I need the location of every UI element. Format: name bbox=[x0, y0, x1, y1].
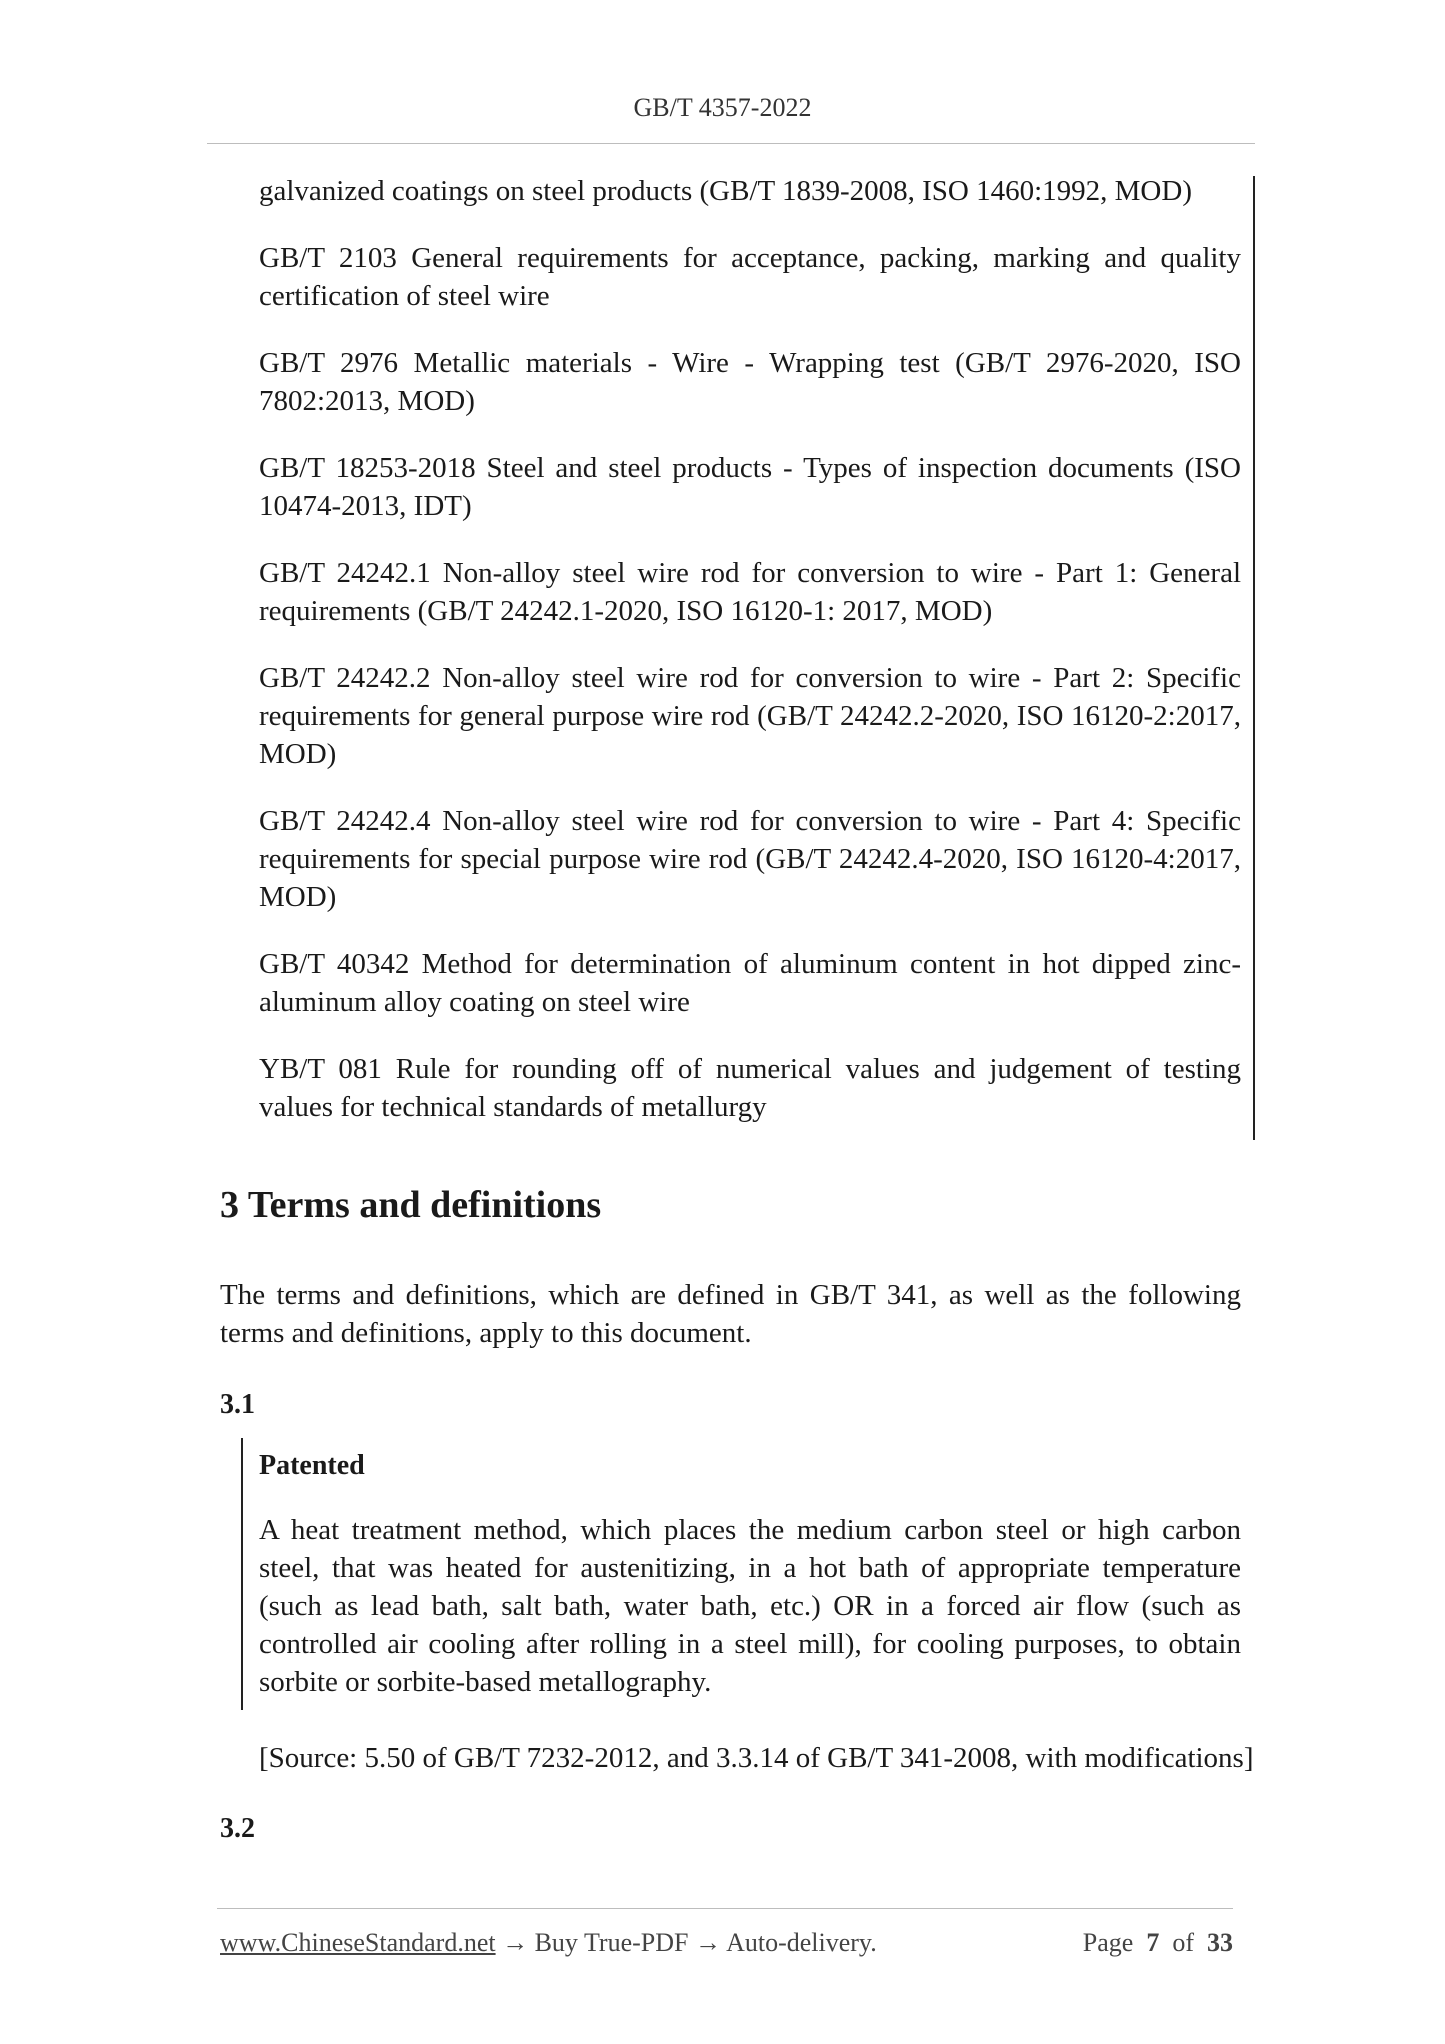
change-bar-term bbox=[241, 1438, 243, 1710]
header-divider bbox=[207, 143, 1255, 144]
reference-item: GB/T 24242.2 Non-alloy steel wire rod for conversion to wire - Part 2: Specific requirements for general purpose wire rod (GB/T 24242.2-2020, ISO 16120-2:2017, MOD) bbox=[259, 662, 1241, 770]
page-label: Page bbox=[1082, 1928, 1134, 1957]
footer-divider bbox=[217, 1908, 1233, 1909]
arrow-right-icon: → bbox=[695, 1928, 721, 1957]
change-bar-references bbox=[1253, 176, 1255, 1140]
term-name: Patented bbox=[259, 1450, 365, 1481]
term-definition: A heat treatment method, which places the medium carbon steel or high carbon steel, that was heated for austenitizing, in a hot bath of appropriate temperature (such as lead bath, salt bath, water bath, etc.) OR in a forced air flow (such as controlled air cooling after rolling in a steel mill), for cooling purposes, to obtain sorbite or sorbite-based metallography. bbox=[259, 1514, 1241, 1698]
reference-item: GB/T 40342 Method for determination of aluminum content in hot dipped zinc-aluminum alloy coating on steel wire bbox=[259, 948, 1241, 1018]
auto-delivery-text: Auto-delivery. bbox=[726, 1928, 877, 1957]
page-of-label: of bbox=[1172, 1928, 1194, 1957]
term-number: 3.2 bbox=[220, 1813, 255, 1844]
term-number: 3.1 bbox=[220, 1389, 255, 1420]
page-current: 7 bbox=[1146, 1928, 1160, 1957]
term-source: [Source: 5.50 of GB/T 7232-2012, and 3.3.14 of GB/T 341-2008, with modifications] bbox=[259, 1742, 1254, 1774]
reference-item: GB/T 2976 Metallic materials - Wire - Wrapping test (GB/T 2976-2020, ISO 7802:2013, MOD) bbox=[259, 347, 1241, 417]
reference-item: GB/T 24242.1 Non-alloy steel wire rod for conversion to wire - Part 1: General requirements (GB/T 24242.1-2020, ISO 16120-1: 2017, MOD) bbox=[259, 557, 1241, 627]
page-indicator bbox=[1083, 1928, 1233, 1958]
reference-item: GB/T 18253-2018 Steel and steel products - Types of inspection documents (ISO 10474-2013, IDT) bbox=[259, 452, 1241, 522]
buy-true-pdf-link[interactable]: Buy True-PDF bbox=[534, 1928, 689, 1957]
normative-references-list bbox=[259, 172, 1241, 1155]
arrow-right-icon: → bbox=[502, 1928, 529, 1957]
term-entry bbox=[259, 1447, 1241, 1730]
footer-promo bbox=[220, 1928, 877, 1958]
section-intro: The terms and definitions, which are defined in GB/T 341, as well as the following terms and definitions, apply to this document. bbox=[220, 1279, 1241, 1349]
reference-item: YB/T 081 Rule for rounding off of numerical values and judgement of testing values for technical standards of metallurgy bbox=[259, 1053, 1241, 1123]
reference-item: GB/T 2103 General requirements for acceptance, packing, marking and quality certification of steel wire bbox=[259, 242, 1241, 312]
reference-item: galvanized coatings on steel products (GB/T 1839-2008, ISO 1460:1992, MOD) bbox=[259, 175, 1192, 207]
section-heading: 3 Terms and definitions bbox=[220, 1184, 602, 1226]
page-header-title: GB/T 4357-2022 bbox=[633, 93, 812, 122]
reference-item: GB/T 24242.4 Non-alloy steel wire rod for conversion to wire - Part 4: Specific requirements for special purpose wire rod (GB/T 24242.4-2020, ISO 16120-4:2017, MOD) bbox=[259, 805, 1241, 913]
page-total: 33 bbox=[1207, 1928, 1233, 1957]
site-link[interactable]: www.ChineseStandard.net bbox=[220, 1928, 496, 1957]
